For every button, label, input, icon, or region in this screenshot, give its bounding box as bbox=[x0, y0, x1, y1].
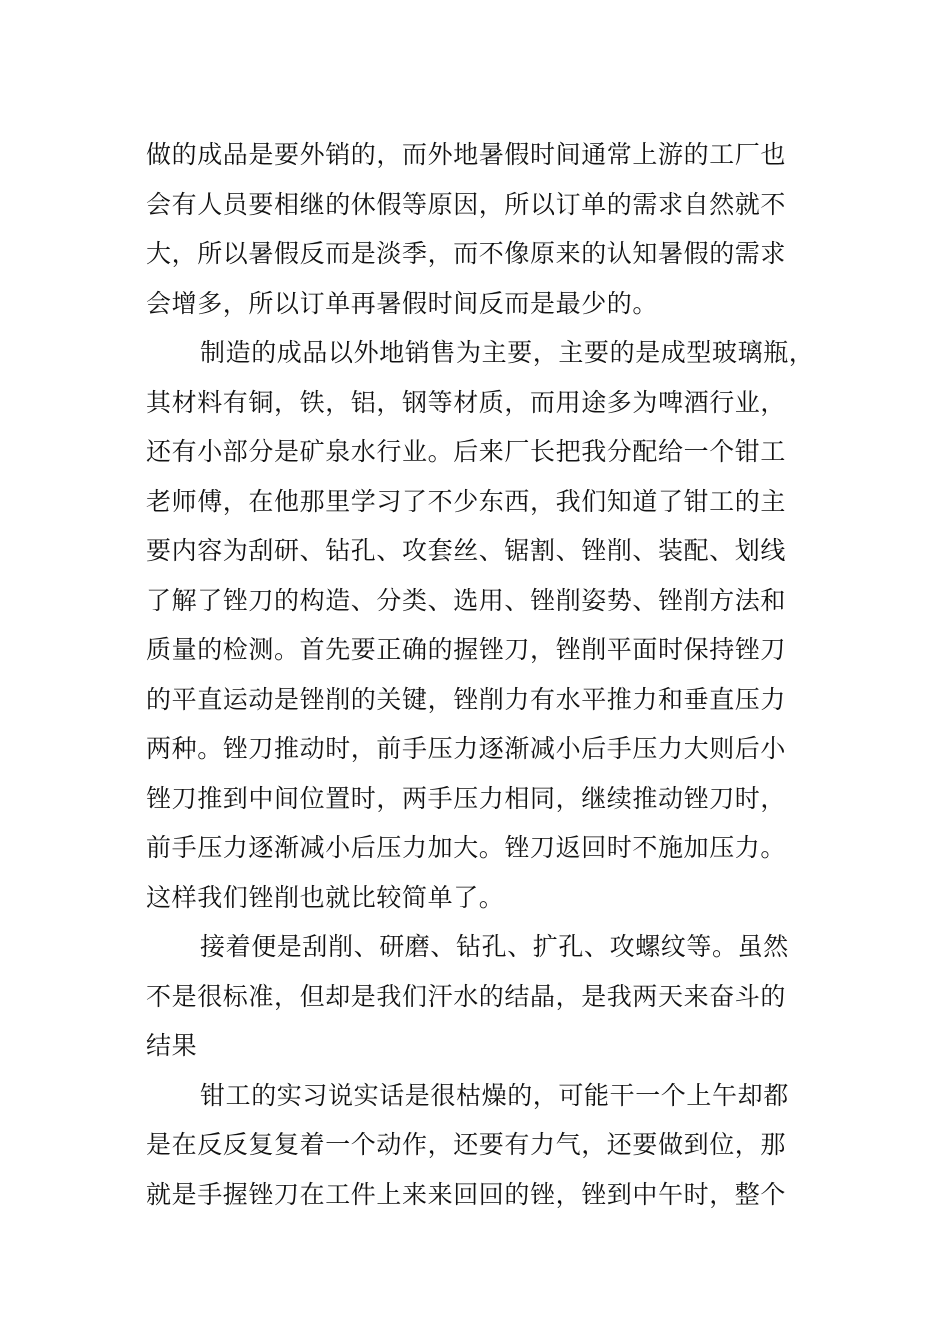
text-line: 接着便是刮削、研磨、钻孔、扩孔、攻螺纹等。虽然 bbox=[200, 932, 789, 961]
text-line: 了解了锉刀的构造、分类、选用、锉削姿势、锉削方法和 bbox=[146, 585, 787, 615]
body-text bbox=[146, 130, 816, 1219]
text-line: 锉刀推到中间位置时，两手压力相同，继续推动锉刀时， bbox=[146, 783, 787, 813]
text-line: 会增多，所以订单再暑假时间反而是最少的。 bbox=[146, 288, 659, 318]
text-line: 做的成品是要外销的，而外地暑假时间通常上游的工厂也 bbox=[146, 140, 787, 169]
text-line: 大，所以暑假反而是淡季，而不像原来的认知暑假的需求 bbox=[146, 239, 787, 268]
text-line: 前手压力逐渐减小后压力加大。锉刀返回时不施加压力。 bbox=[146, 833, 787, 862]
text-line: 老师傅，在他那里学习了不少东西，我们知道了钳工的主 bbox=[146, 486, 787, 516]
text-line: 的平直运动是锉削的关键，锉削力有水平推力和垂直压力 bbox=[146, 684, 787, 714]
text-line: 是在反反复复着一个动作，还要有力气，还要做到位，那 bbox=[146, 1130, 787, 1159]
text-line: 其材料有铜，铁，铝，钢等材质，而用途多为啤酒行业， bbox=[146, 387, 787, 417]
text-line: 制造的成品以外地销售为主要，主要的是成型玻璃瓶， bbox=[200, 338, 815, 367]
text-line: 就是手握锉刀在工件上来来回回的锉，锉到中午时，整个 bbox=[146, 1179, 787, 1209]
text-line: 结果 bbox=[146, 1031, 198, 1060]
text-line: 要内容为刮研、钻孔、攻套丝、锯割、锉削、装配、划线 bbox=[146, 536, 787, 565]
text-line: 还有小部分是矿泉水行业。后来厂长把我分配给一个钳工 bbox=[146, 437, 787, 466]
text-line: 两种。锉刀推动时，前手压力逐渐减小后手压力大则后小 bbox=[146, 734, 787, 763]
text-line: 会有人员要相继的休假等原因，所以订单的需求自然就不 bbox=[146, 189, 787, 219]
text-line: 钳工的实习说实话是很枯燥的，可能干一个上午却都 bbox=[200, 1080, 789, 1110]
text-line: 不是很标准，但却是我们汗水的结晶，是我两天来奋斗的 bbox=[146, 981, 787, 1011]
text-line: 这样我们锉削也就比较简单了。 bbox=[146, 882, 505, 912]
text-line: 质量的检测。首先要正确的握锉刀，锉削平面时保持锉刀 bbox=[146, 635, 787, 664]
